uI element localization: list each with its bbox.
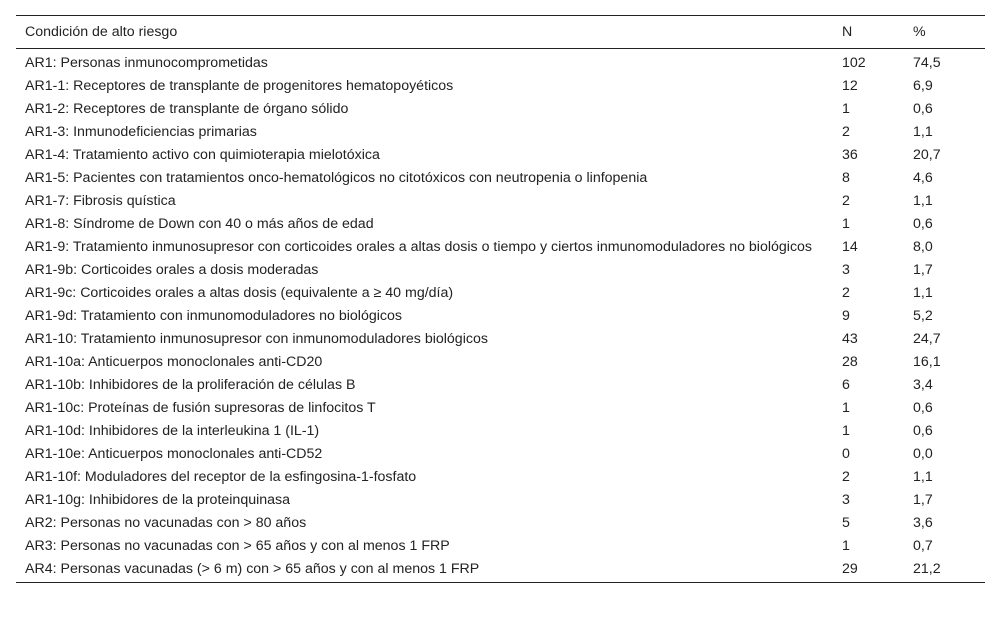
table-row [16,397,985,420]
row-n-cell: 6 [842,377,850,393]
row-n-cell: 2 [842,469,850,485]
row-condition-cell: AR1: Personas inmunocomprometidas [25,55,268,71]
row-n-cell: 12 [842,78,858,94]
row-percent-cell: 1,1 [913,469,933,485]
row-n-cell: 102 [842,55,866,71]
row-condition-cell: AR1-10c: Proteínas de fusión supresoras de linfocitos T [25,400,376,416]
row-n-cell: 29 [842,561,858,577]
table-row [16,259,985,282]
high-risk-conditions-table [16,15,985,583]
header-percent: % [913,24,926,40]
high-risk-table-container [16,15,985,583]
table-row [16,374,985,397]
table-row [16,466,985,489]
table-row [16,420,985,443]
row-condition-cell: AR1-4: Tratamiento activo con quimioterapia mielotóxica [25,147,380,163]
row-condition-cell: AR1-10f: Moduladores del receptor de la esfingosina-1-fosfato [25,469,417,485]
row-n-cell: 28 [842,354,858,370]
row-n-cell: 1 [842,538,850,554]
row-condition-cell: AR1-10d: Inhibidores de la interleukina 1 (IL-1) [25,423,320,439]
table-header [16,16,985,49]
header-row [16,16,985,49]
table-row [16,558,985,583]
row-percent-cell: 0,6 [913,400,933,416]
row-n-cell: 36 [842,147,858,163]
row-n-cell: 14 [842,239,858,255]
row-condition-cell: AR1-10a: Anticuerpos monoclonales anti-CD20 [25,354,323,370]
row-n-cell: 2 [842,124,850,140]
row-percent-cell: 4,6 [913,170,933,186]
row-condition-cell: AR1-9b: Corticoides orales a dosis moderadas [25,262,319,278]
row-condition-cell: AR3: Personas no vacunadas con > 65 años y con al menos 1 FRP [25,538,450,554]
row-condition-cell: AR1-1: Receptores de transplante de progenitores hematopoyéticos [25,78,454,94]
table-row [16,443,985,466]
table-row [16,49,985,76]
row-condition-cell: AR1-9: Tratamiento inmunosupresor con corticoides orales a altas dosis o tiempo y ciertos inmunomoduladores no biológicos [25,239,813,255]
row-percent-cell: 74,5 [913,55,941,71]
row-n-cell: 3 [842,262,850,278]
row-n-cell: 43 [842,331,858,347]
row-n-cell: 1 [842,216,850,232]
row-percent-cell: 3,6 [913,515,933,531]
row-condition-cell: AR4: Personas vacunadas (> 6 m) con > 65 años y con al menos 1 FRP [25,561,480,577]
row-percent-cell: 3,4 [913,377,933,393]
table-row [16,190,985,213]
table-row [16,167,985,190]
row-n-cell: 3 [842,492,850,508]
table-row [16,282,985,305]
row-percent-cell: 1,7 [913,262,933,278]
row-condition-cell: AR1-9c: Corticoides orales a altas dosis (equivalente a ≥ 40 mg/día) [25,285,454,301]
row-n-cell: 0 [842,446,850,462]
table-row [16,213,985,236]
row-condition-cell: AR1-9d: Tratamiento con inmunomoduladores no biológicos [25,308,402,324]
row-percent-cell: 16,1 [913,354,941,370]
row-condition-cell: AR1-10g: Inhibidores de la proteinquinasa [25,492,291,508]
row-n-cell: 5 [842,515,850,531]
table-row [16,489,985,512]
row-condition-cell: AR1-8: Síndrome de Down con 40 o más años de edad [25,216,374,232]
row-percent-cell: 0,0 [913,446,933,462]
row-n-cell: 1 [842,101,850,117]
row-condition-cell: AR1-10e: Anticuerpos monoclonales anti-CD52 [25,446,323,462]
row-n-cell: 1 [842,400,850,416]
table-row [16,328,985,351]
row-n-cell: 1 [842,423,850,439]
table-row [16,144,985,167]
row-percent-cell: 6,9 [913,78,933,94]
row-condition-cell: AR1-10b: Inhibidores de la proliferación de células B [25,377,356,393]
table-row [16,236,985,259]
row-percent-cell: 24,7 [913,331,941,347]
row-condition-cell: AR1-2: Receptores de transplante de órgano sólido [25,101,349,117]
row-percent-cell: 1,1 [913,193,933,209]
header-condition: Condición de alto riesgo [25,24,178,40]
row-n-cell: 2 [842,193,850,209]
table-row [16,98,985,121]
row-percent-cell: 20,7 [913,147,941,163]
row-condition-cell: AR2: Personas no vacunadas con > 80 años [25,515,307,531]
table-row [16,75,985,98]
row-percent-cell: 21,2 [913,561,941,577]
row-percent-cell: 0,6 [913,101,933,117]
table-row [16,512,985,535]
table-row [16,305,985,328]
table-row [16,121,985,144]
row-n-cell: 9 [842,308,850,324]
row-percent-cell: 8,0 [913,239,933,255]
row-condition-cell: AR1-5: Pacientes con tratamientos onco-hematológicos no citotóxicos con neutropenia o linfopenia [25,170,648,186]
row-percent-cell: 0,6 [913,423,933,439]
row-percent-cell: 1,1 [913,285,933,301]
table-body [16,49,985,583]
row-percent-cell: 5,2 [913,308,933,324]
row-percent-cell: 0,7 [913,538,933,554]
row-percent-cell: 0,6 [913,216,933,232]
row-condition-cell: AR1-10: Tratamiento inmunosupresor con inmunomoduladores biológicos [25,331,488,347]
table-row [16,535,985,558]
header-n: N [842,24,853,40]
row-n-cell: 8 [842,170,850,186]
row-condition-cell: AR1-3: Inmunodeficiencias primarias [25,124,257,140]
row-condition-cell: AR1-7: Fibrosis quística [25,193,176,209]
row-n-cell: 2 [842,285,850,301]
row-percent-cell: 1,7 [913,492,933,508]
table-row [16,351,985,374]
row-percent-cell: 1,1 [913,124,933,140]
